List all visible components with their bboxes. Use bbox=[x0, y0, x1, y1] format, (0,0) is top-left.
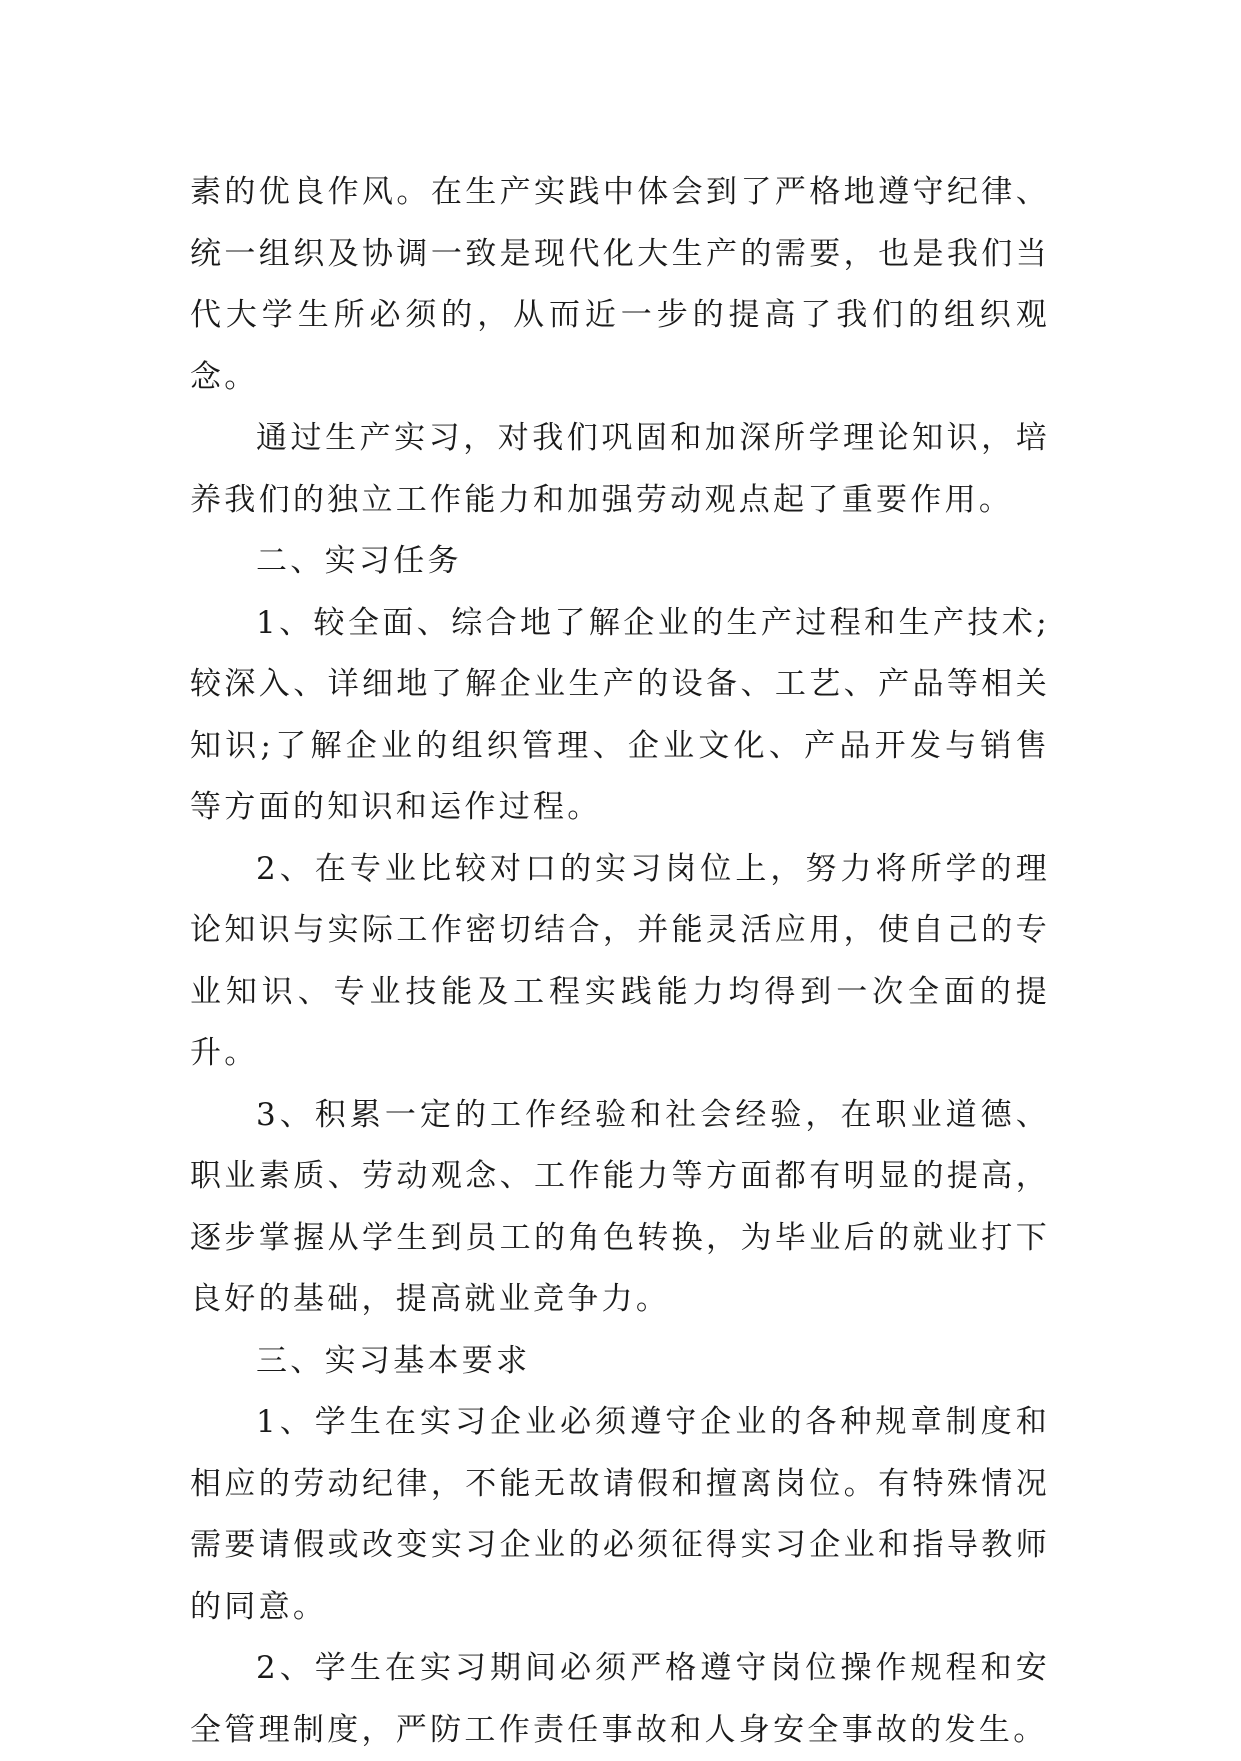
document-body bbox=[190, 162, 1050, 1761]
task-item-1: 1、较全面、综合地了解企业的生产过程和生产技术;较深入、详细地了解企业生产的设备、工艺、产品等相关知识;了解企业的组织管理、企业文化、产品开发与销售等方面的知识和运作过程。 bbox=[190, 604, 1050, 825]
task-item-2: 2、在专业比较对口的实习岗位上，努力将所学的理论知识与实际工作密切结合，并能灵活应用，使自己的专业知识、专业技能及工程实践能力均得到一次全面的提升。 bbox=[190, 850, 1050, 1071]
section-heading-requirements: 三、实习基本要求 bbox=[256, 1342, 531, 1379]
requirement-item-1: 1、学生在实习企业必须遵守企业的各种规章制度和相应的劳动纪律，不能无故请假和擅离岗位。有特殊情况需要请假或改变实习企业的必须征得实习企业和指导教师的同意。 bbox=[190, 1404, 1050, 1625]
requirement-item-2: 2、学生在实习期间必须严格遵守岗位操作规程和安全管理制度，严防工作责任事故和人身安全事故的发生。 bbox=[190, 1650, 1050, 1748]
section-heading-tasks: 二、实习任务 bbox=[256, 543, 462, 579]
paragraph-continuation: 素的优良作风。在生产实践中体会到了严格地遵守纪律、统一组织及协调一致是现代化大生产的需要，也是我们当代大学生所必须的，从而近一步的提高了我们的组织观念。 bbox=[190, 174, 1050, 395]
task-item-3: 3、积累一定的工作经验和社会经验，在职业道德、职业素质、劳动观念、工作能力等方面都有明显的提高，逐步掌握从学生到员工的角色转换，为毕业后的就业打下良好的基础，提高就业竞争力。 bbox=[190, 1096, 1050, 1317]
paragraph-practice-benefit: 通过生产实习，对我们巩固和加深所学理论知识，培养我们的独立工作能力和加强劳动观点起了重要作用。 bbox=[190, 420, 1050, 518]
